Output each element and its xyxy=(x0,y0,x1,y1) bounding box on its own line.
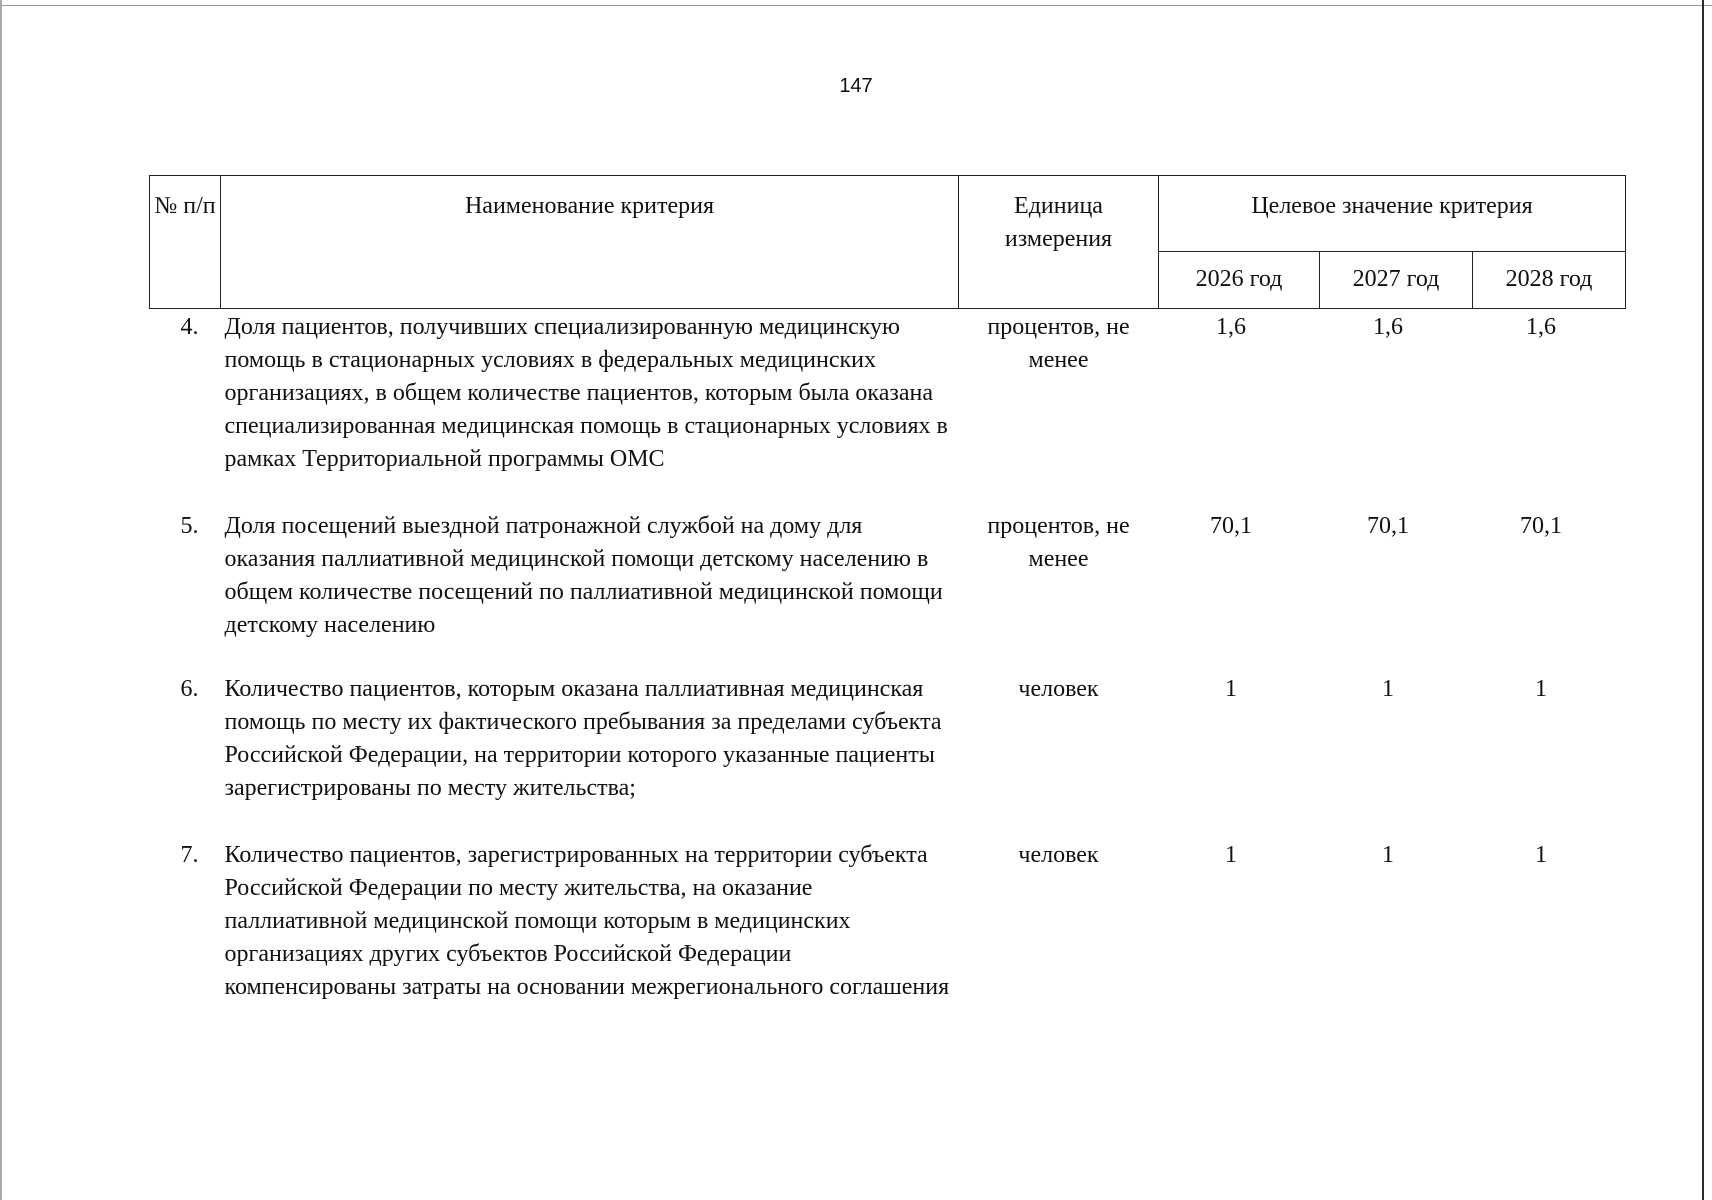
header-criterion-name: Наименование критерия xyxy=(221,176,959,309)
header-year-2027: 2027 год xyxy=(1320,251,1473,308)
value-2026: 1,6 xyxy=(1216,314,1246,340)
table-row xyxy=(150,309,1626,494)
header-target-value: Целевое значение критерия xyxy=(1159,176,1626,252)
value-2028: 1,6 xyxy=(1526,314,1556,340)
unit: человек xyxy=(1018,842,1099,868)
value-2028: 70,1 xyxy=(1520,513,1562,539)
criterion-name: Количество пациентов, которым оказана паллиативная медицинская помощь по месту их фактического пребывания за пределами субъекта Российской Федерации, на территории которого указанные пациенты зарегистрированы по месту жительства; xyxy=(224,676,942,801)
value-2027: 1 xyxy=(1382,842,1394,868)
table-header xyxy=(150,176,1626,309)
value-2027: 1 xyxy=(1382,676,1394,702)
unit: человек xyxy=(1018,676,1099,702)
header-year-2028: 2028 год xyxy=(1473,251,1626,308)
value-2028: 1 xyxy=(1535,676,1547,702)
row-number: 5. xyxy=(180,513,199,539)
value-2027: 70,1 xyxy=(1367,513,1409,539)
criterion-name: Доля посещений выездной патронажной службой на дому для оказания паллиативной медицинской помощи детскому населению в общем количестве посещений по паллиативной медицинской помощи детскому населению xyxy=(224,513,943,638)
value-2026: 1 xyxy=(1225,842,1237,868)
header-year-2026: 2026 год xyxy=(1159,251,1320,308)
unit: процентов, не менее xyxy=(987,314,1130,373)
row-number: 7. xyxy=(180,842,199,868)
scan-border-left xyxy=(0,0,2,1200)
row-number: 4. xyxy=(180,314,199,340)
row-number: 6. xyxy=(180,676,199,702)
unit: процентов, не менее xyxy=(987,513,1130,572)
table-row xyxy=(150,493,1626,656)
value-2028: 1 xyxy=(1535,842,1547,868)
criterion-name: Доля пациентов, получивших специализированную медицинскую помощь в стационарных условиях в федеральных медицинских организациях, в общем количестве пациентов, которым была оказана специализированная медицинская помощь в стационарных условиях в рамках Территориальной программы ОМС xyxy=(224,314,948,472)
table-row xyxy=(150,656,1626,822)
scan-border-right xyxy=(1702,0,1704,1200)
header-number: № п/п xyxy=(150,176,221,309)
value-2027: 1,6 xyxy=(1373,314,1403,340)
page-number: 147 xyxy=(839,75,873,97)
scan-border-top xyxy=(0,0,1712,6)
value-2026: 70,1 xyxy=(1210,513,1252,539)
criteria-table xyxy=(149,175,1626,1004)
table-row xyxy=(150,822,1626,1004)
criterion-name: Количество пациентов, зарегистрированных на территории субъекта Российской Федерации по месту жительства, на оказание паллиативной медицинской помощи которым в медицинских организациях других субъектов Российской Федерации компенсированы затраты на основании межрегионального соглашения xyxy=(224,842,950,1000)
header-unit: Единица измерения xyxy=(959,176,1159,309)
value-2026: 1 xyxy=(1225,676,1237,702)
